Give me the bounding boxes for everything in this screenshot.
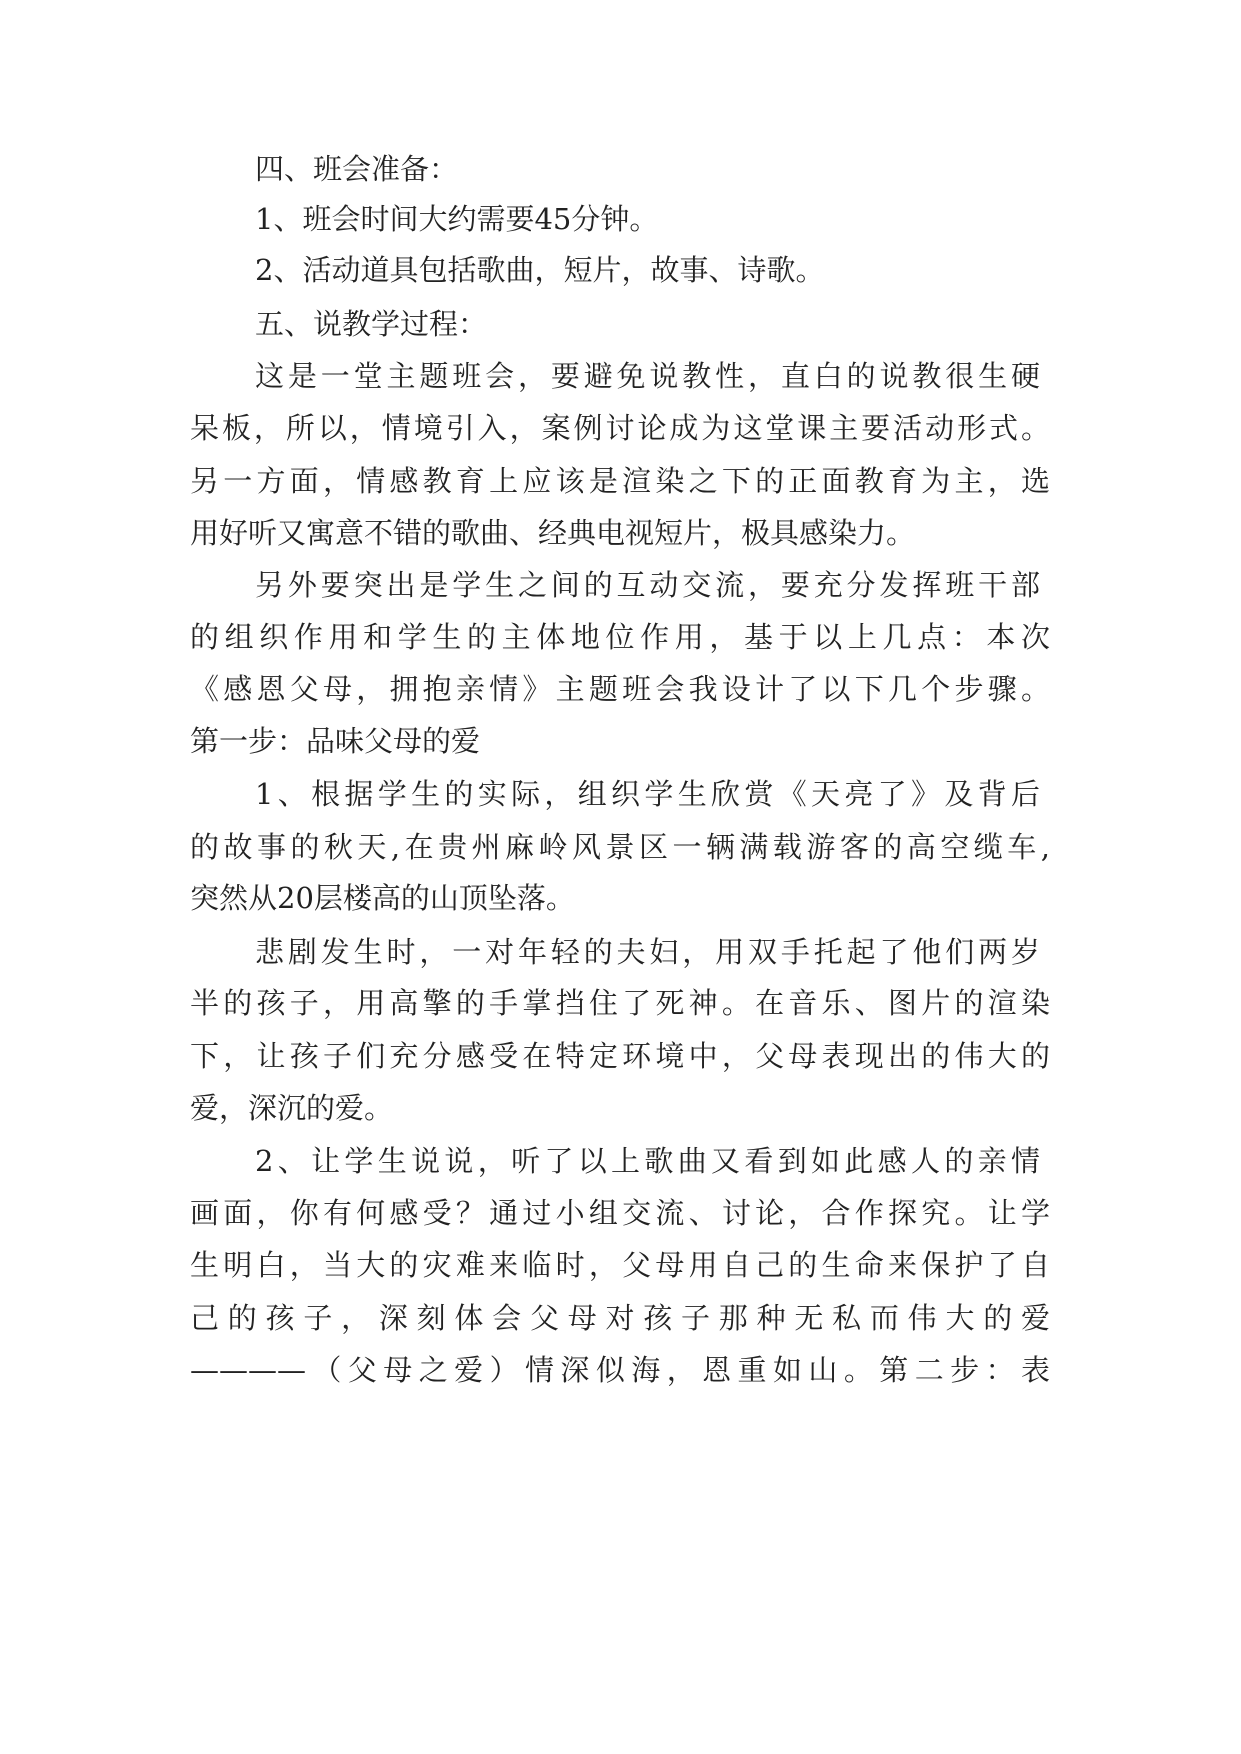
paragraph-line: 画面，你有何感受？通过小组交流、讨论，合作探究。让学 (190, 1196, 1050, 1230)
list-item-1: 1、班会时间大约需要45分钟。 (255, 202, 659, 236)
step-heading: 第一步：品味父母的爱 (190, 724, 481, 758)
paragraph-line: 2、让学生说说，听了以上歌曲又看到如此感人的亲情 (255, 1144, 1040, 1178)
paragraph-line: ————（父母之爱）情深似海，恩重如山。第二步：表 (190, 1353, 1050, 1387)
paragraph-line: 用好听又寓意不错的歌曲、经典电视短片，极具感染力。 (190, 516, 916, 550)
paragraph-line: 这是一堂主题班会，要避免说教性，直白的说教很生硬 (255, 359, 1040, 393)
paragraph-line: 的故事的秋天,在贵州麻岭风景区一辆满载游客的高空缆车, (190, 830, 1050, 864)
paragraph-line: 另一方面，情感教育上应该是渲染之下的正面教育为主，选 (190, 464, 1050, 498)
paragraph-line: 《感恩父母，拥抱亲情》主题班会我设计了以下几个步骤。 (190, 672, 1050, 706)
paragraph-line: 另外要突出是学生之间的互动交流，要充分发挥班干部 (255, 568, 1040, 602)
paragraph-line: 呆板，所以，情境引入，案例讨论成为这堂课主要活动形式。 (190, 411, 1050, 445)
paragraph-line: 生明白，当大的灾难来临时，父母用自己的生命来保护了自 (190, 1248, 1050, 1282)
section-heading-4: 四、班会准备： (255, 152, 459, 186)
paragraph-line: 半的孩子，用高擎的手掌挡住了死神。在音乐、图片的渲染 (190, 986, 1050, 1020)
paragraph-line: 悲剧发生时，一对年轻的夫妇，用双手托起了他们两岁 (255, 935, 1040, 969)
paragraph-line: 1、根据学生的实际，组织学生欣赏《天亮了》及背后 (255, 777, 1040, 811)
paragraph-line: 的组织作用和学生的主体地位作用，基于以上几点：本次 (190, 620, 1050, 654)
paragraph-line: 己的孩子，深刻体会父母对孩子那种无私而伟大的爱 (190, 1301, 1050, 1335)
paragraph-line: 突然从20层楼高的山顶坠落。 (190, 881, 575, 915)
paragraph-line: 爱，深沉的爱。 (190, 1091, 394, 1125)
section-heading-5: 五、说教学过程： (255, 307, 488, 341)
paragraph-line: 下，让孩子们充分感受在特定环境中，父母表现出的伟大的 (190, 1039, 1050, 1073)
list-item-2: 2、活动道具包括歌曲，短片，故事、诗歌。 (255, 253, 825, 287)
